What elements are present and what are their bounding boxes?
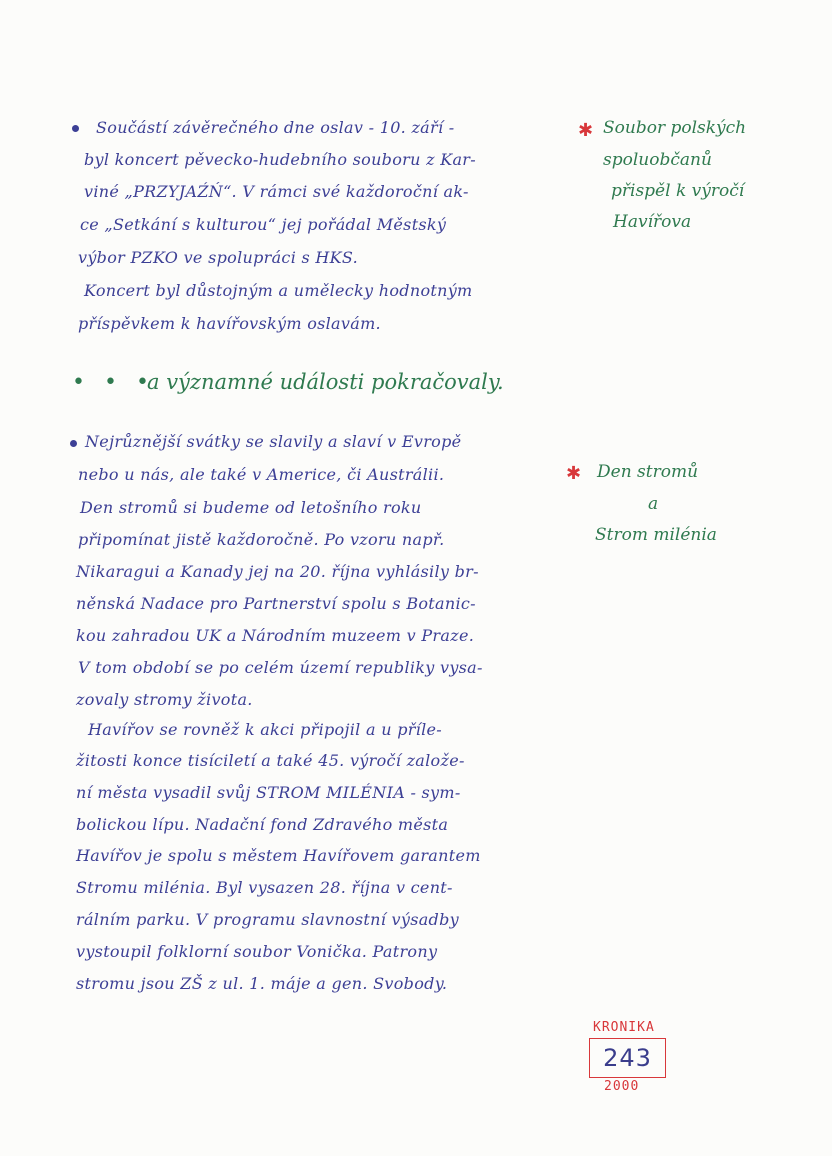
text-line: kou zahradou UK a Národním muzeem v Praze.	[76, 626, 475, 645]
bullet-point	[70, 440, 77, 447]
text-line: něnská Nadace pro Partnerství spolu s Botanic-	[76, 594, 476, 613]
text-line: byl koncert pěvecko-hudebního souboru z Kar-	[84, 150, 476, 169]
text-line: stromu jsou ZŠ z ul. 1. máje a gen. Svobody.	[76, 974, 448, 993]
margin-note-line: Havířova	[613, 212, 692, 232]
page-number: 243	[603, 1044, 652, 1072]
margin-note-line: Strom milénia	[595, 525, 717, 545]
margin-note-line: Den stromů	[597, 462, 699, 482]
text-line: žitosti konce tisíciletí a také 45. výročí založe-	[76, 751, 465, 770]
text-line: příspěvkem k havířovským oslavám.	[78, 314, 381, 333]
text-line: ní města vysadil svůj STROM MILÉNIA - sym-	[76, 783, 461, 802]
stamp-label: KRONIKA	[593, 1020, 655, 1035]
ellipsis-dots: • • •	[72, 370, 155, 395]
margin-note-line: a	[648, 494, 659, 514]
text-line: nebo u nás, ale také v Americe, či Austrálii.	[78, 465, 445, 484]
text-line: Stromu milénia. Byl vysazen 28. října v cent-	[76, 878, 453, 897]
text-line: Havířov je spolu s městem Havířovem garantem	[76, 846, 481, 865]
page-number-stamp	[589, 1038, 666, 1078]
text-line: připomínat jistě každoročně. Po vzoru např.	[78, 530, 445, 549]
text-line: Součástí závěrečného dne oslav - 10. září -	[96, 118, 455, 137]
asterisk-icon: ✱	[566, 463, 582, 484]
text-line: bolickou lípu. Nadační fond Zdravého města	[76, 815, 449, 834]
text-line: V tom období se po celém území republiky vysa-	[78, 658, 483, 677]
section-heading: a významné události pokračovaly.	[147, 370, 504, 394]
text-line: ce „Setkání s kulturou“ jej pořádal Městský	[80, 215, 447, 234]
text-line: rálním parku. V programu slavnostní výsadby	[76, 910, 459, 929]
margin-note-line: spoluobčanů	[603, 150, 712, 170]
text-line: Nikaragui a Kanady jej na 20. října vyhlásily br-	[76, 562, 479, 581]
text-line: Den stromů si budeme od letošního roku	[80, 498, 422, 517]
text-line: zovaly stromy života.	[76, 690, 253, 709]
stamp-year: 2000	[604, 1079, 640, 1094]
text-line: viné „PRZYJAŹŃ“. V rámci své každoroční ak-	[84, 182, 469, 201]
margin-note-line: Soubor polských	[603, 118, 747, 138]
text-line: Nejrůznější svátky se slavily a slaví v Evropě	[85, 432, 462, 451]
text-line: výbor PZKO ve spolupráci s HKS.	[78, 248, 358, 267]
bullet-point	[72, 125, 79, 132]
asterisk-icon: ✱	[578, 120, 594, 141]
text-line: Havířov se rovněž k akci připojil a u příle-	[88, 720, 442, 739]
margin-note-line: přispěl k výročí	[611, 181, 745, 201]
text-line: Koncert byl důstojným a umělecky hodnotným	[84, 281, 473, 300]
text-line: vystoupil folklorní soubor Vonička. Patrony	[76, 942, 438, 961]
